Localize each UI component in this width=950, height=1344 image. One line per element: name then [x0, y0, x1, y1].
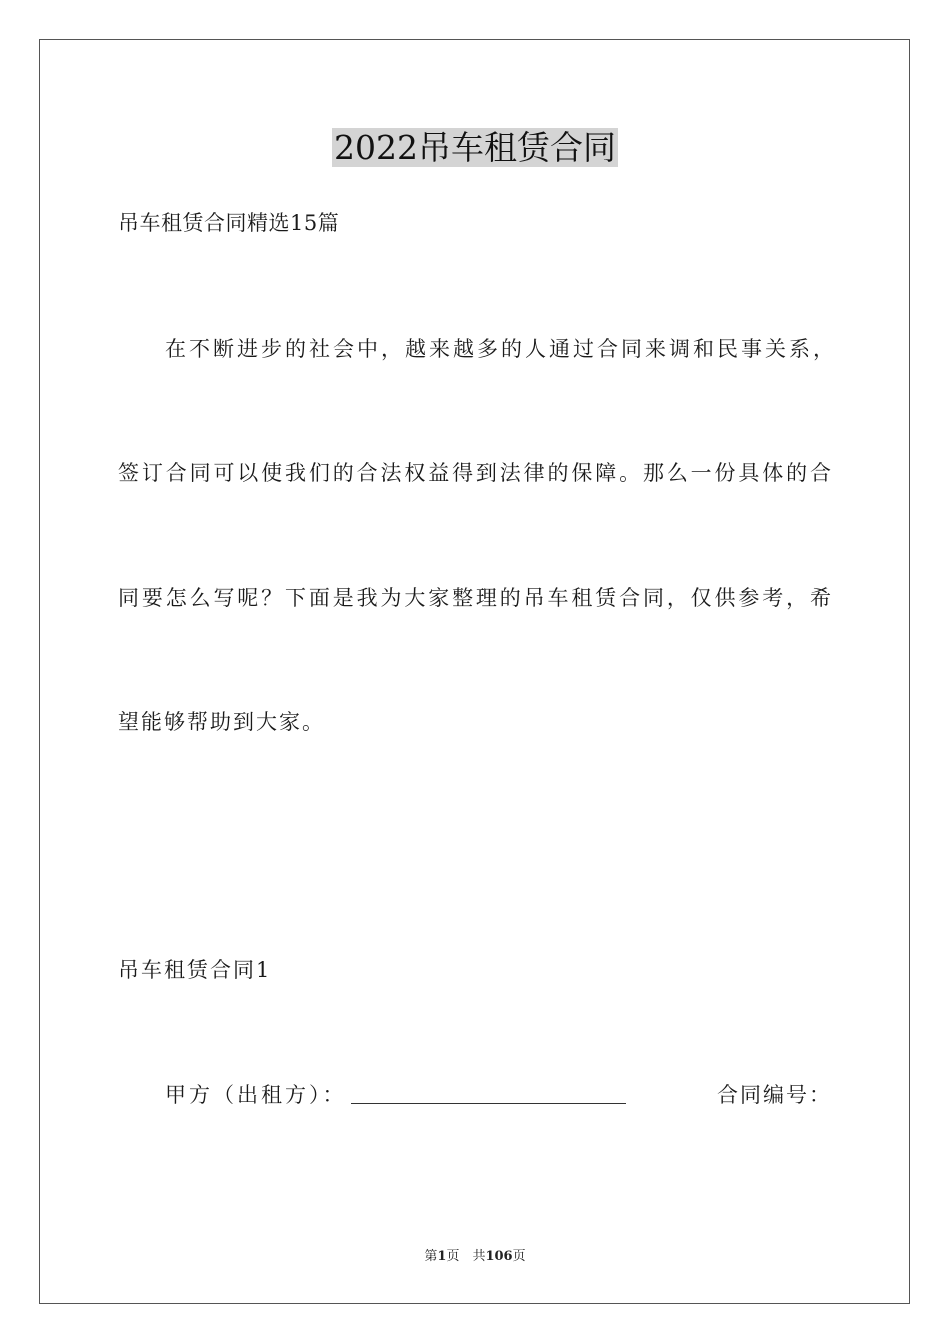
intro-line-2: 签订合同可以使我们的合法权益得到法律的保障。那么一份具体的合 [118, 461, 831, 485]
party-a-label: 甲方（出租方）： [165, 1083, 347, 1107]
page-footer [0, 1245, 950, 1264]
document-title-wrap [0, 126, 950, 170]
footer-mid: 页 共 [446, 1249, 486, 1264]
intro-line-3: 同要怎么写呢？下面是我为大家整理的吊车租赁合同，仅供参考，希 [118, 586, 831, 610]
party-a-blank-line[interactable] [351, 1083, 626, 1104]
section-heading: 吊车租赁合同1 [118, 958, 272, 982]
footer-total-pages: 106 [485, 1249, 513, 1264]
document-subtitle: 吊车租赁合同精选15篇 [118, 211, 340, 235]
intro-line-4: 望能够帮助到大家。 [118, 710, 325, 734]
party-a-row [165, 1080, 626, 1110]
footer-current-page: 1 [437, 1249, 447, 1264]
contract-no-label: 合同编号： [717, 1083, 832, 1107]
footer-prefix: 第 [424, 1249, 438, 1264]
document-title: 2022吊车租赁合同 [334, 128, 616, 167]
intro-line-1: 在不断进步的社会中，越来越多的人通过合同来调和民事关系， [165, 337, 837, 361]
footer-suffix: 页 [512, 1249, 526, 1264]
